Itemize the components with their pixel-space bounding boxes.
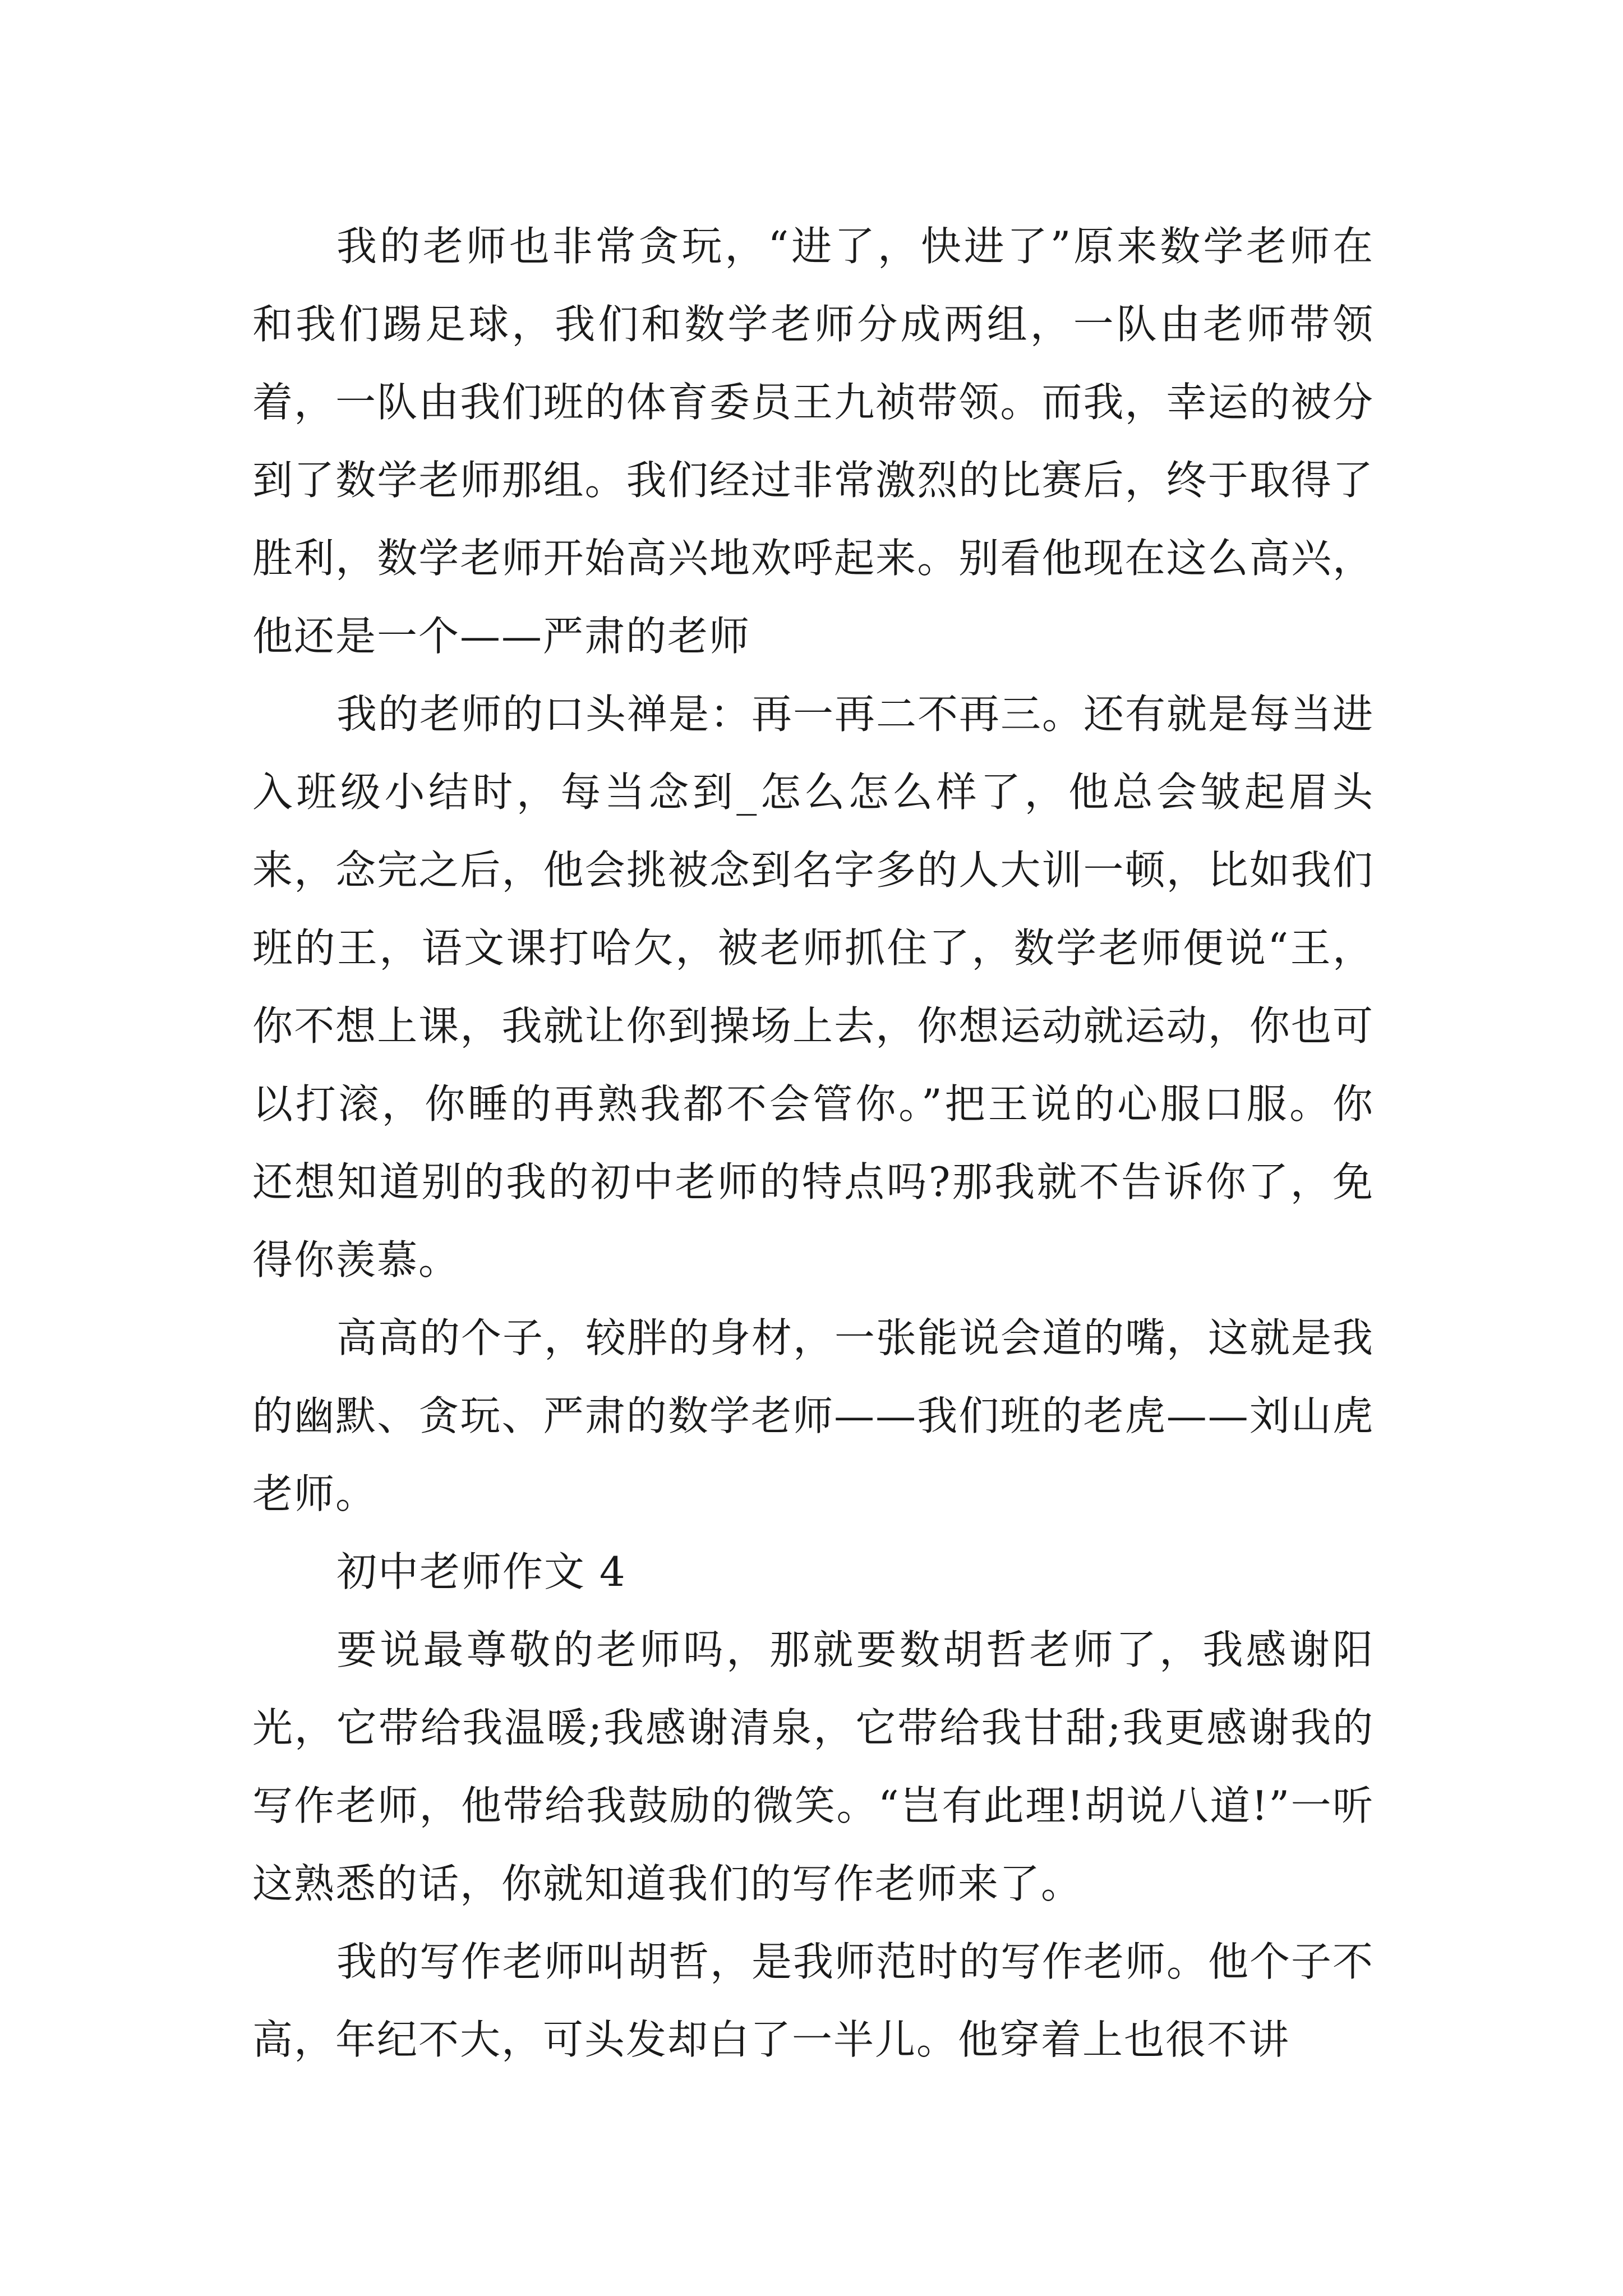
document-body — [252, 208, 1374, 2079]
paragraph-3: 高高的个子，较胖的身材，一张能说会道的嘴，这就是我的幽默、贪玩、严肃的数学老师——我们班的老虎——刘山虎老师。 — [252, 1314, 1375, 1517]
paragraph-2: 我的老师的口头禅是：再一再二不再三。还有就是每当进入班级小结时，每当念到_怎么怎么样了，他总会皱起眉头来，念完之后，他会挑被念到名字多的人大训一顿，比如我们班的王，语文课打哈欠，被老师抓住了，数学老师便说“王，你不想上课，我就让你到操场上去，你想运动就运动，你也可以打滚，你睡的再熟我都不会管你。”把王说的心服口服。你还想知道别的我的初中老师的特点吗?那我就不告诉你了，免得你羡慕。 — [252, 691, 1375, 1283]
paragraph-1: 我的老师也非常贪玩，“进了，快进了”原来数学老师在和我们踢足球，我们和数学老师分成两组，一队由老师带领着，一队由我们班的体育委员王九祯带领。而我，幸运的被分到了数学老师那组。我们经过非常激烈的比赛后，终于取得了胜利，数学老师开始高兴地欢呼起来。别看他现在这么高兴，他还是一个——严肃的老师 — [252, 223, 1374, 660]
paragraph-5: 我的写作老师叫胡哲，是我师范时的写作老师。他个子不高，年纪不大，可头发却白了一半儿。他穿着上也很不讲 — [252, 1938, 1375, 2063]
section-heading: 初中老师作文 4 — [336, 1548, 626, 1595]
paragraph-4: 要说最尊敬的老师吗，那就要数胡哲老师了，我感谢阳光，它带给我温暖;我感谢清泉，它带给我甘甜;我更感谢我的写作老师，他带给我鼓励的微笑。“岂有此理!胡说八道!”一听这熟悉的话，你就知道我们的写作老师来了。 — [252, 1626, 1374, 1907]
